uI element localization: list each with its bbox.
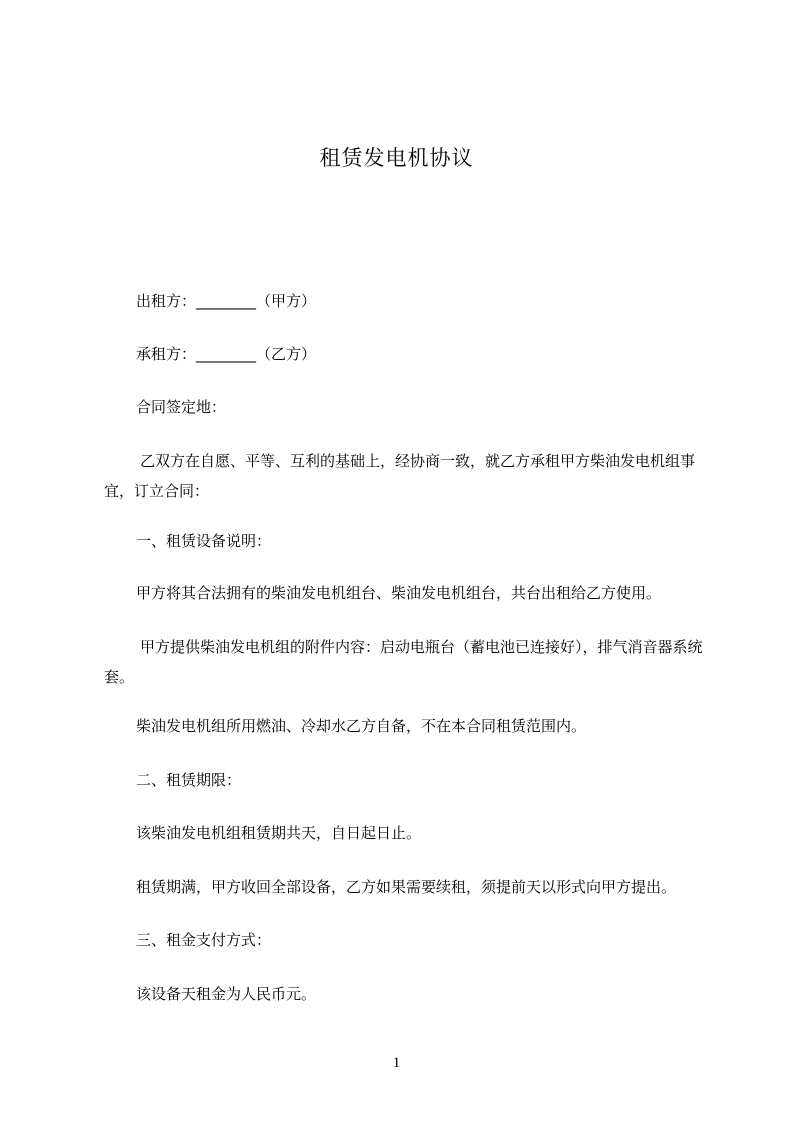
section-2-heading: 二、租赁期限： [136,771,242,789]
section-3-paragraph-1: 该设备天租金为人民币元。 [136,985,317,1003]
section-1-paragraph-1: 甲方将其合法拥有的柴油发电机组台、柴油发电机组台，共台出租给乙方使用。 [136,584,662,602]
document-title: 租赁发电机协议 [319,146,474,170]
section-1-paragraph-3: 柴油发电机组所用燃油、冷却水乙方自备，不在本合同租赁范围内。 [136,717,587,735]
section-1-heading: 一、租赁设备说明： [136,532,272,550]
intro-paragraph: 乙双方在自愿、平等、互利的基础上，经协商一致，就乙方承租甲方柴油发电机组事宜，订立合同： [104,452,696,500]
page-number: 1 [392,1055,401,1071]
section-2-paragraph-2: 租赁期满，甲方收回全部设备，乙方如果需要续租，须提前天以形式向甲方提出。 [136,878,677,896]
section-3-heading: 三、租金支付方式： [136,931,272,949]
lessor-line: 出租方：________（甲方） [136,292,317,310]
section-1-paragraph-2: 甲方提供柴油发电机组的附件内容：启动电瓶台（蓄电池已连接好），排气消音器系统套。 [104,638,703,686]
section-2-paragraph-1: 该柴油发电机组租赁期共天，自日起日止。 [136,824,422,842]
contract-place-line: 合同签定地： [136,398,227,416]
lessee-line: 承租方：________（乙方） [136,345,317,363]
